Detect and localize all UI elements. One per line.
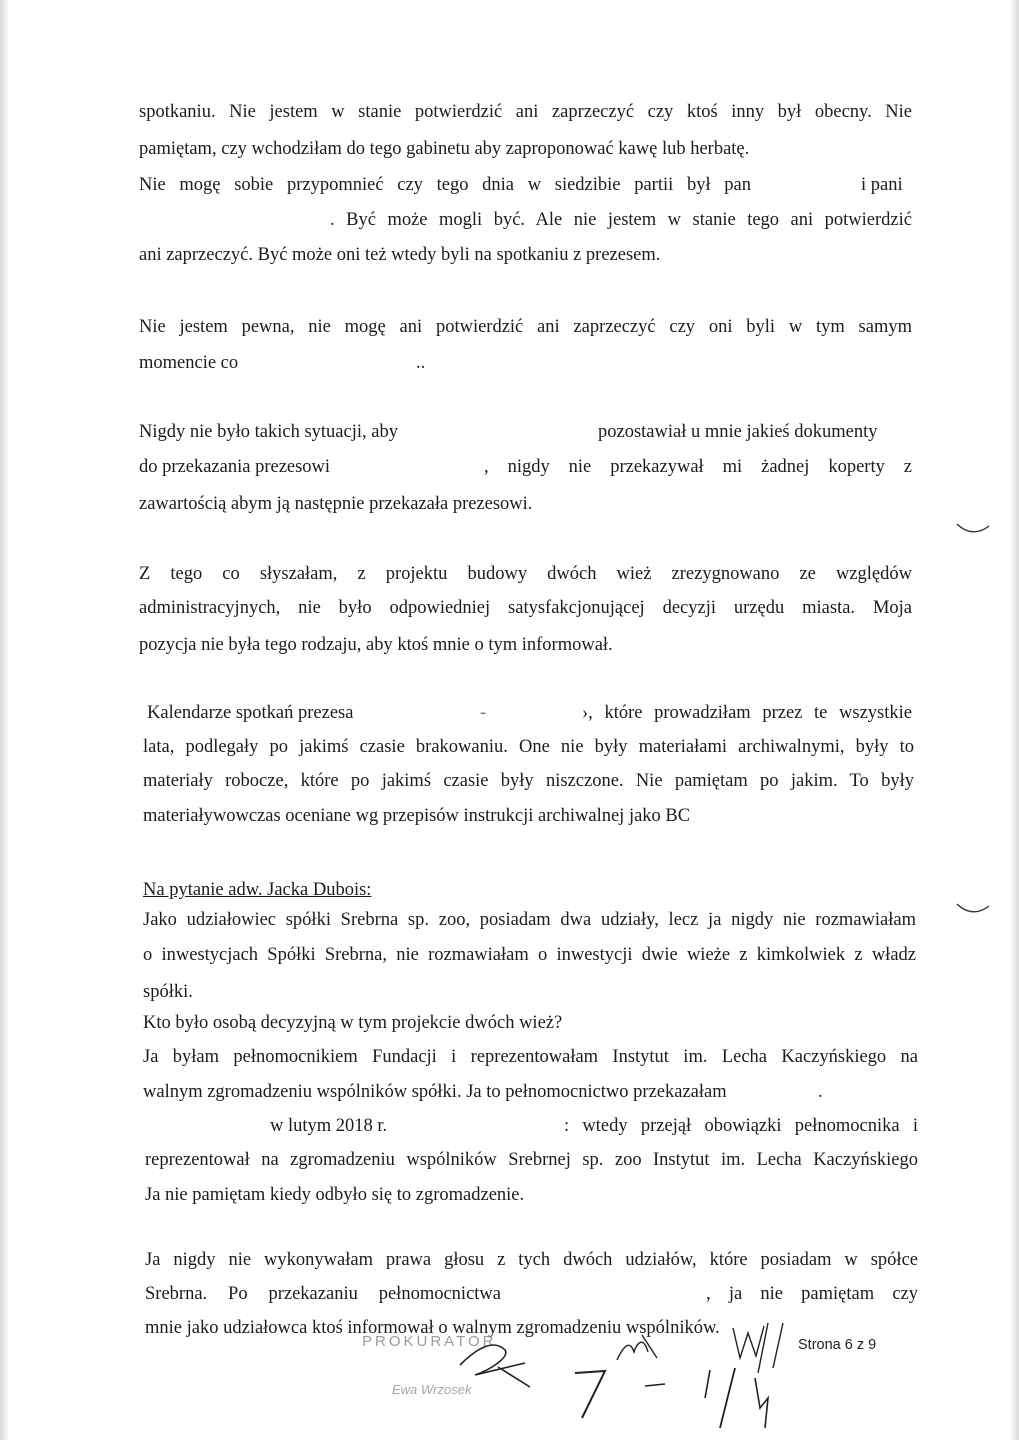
text-segment: pozycja nie była tego rodzaju, aby ktoś mnie o tym informował. (139, 635, 613, 655)
text-segment: walnym zgromadzeniu wspólników spółki. Ja to pełnomocnictwo przekazałam (143, 1082, 727, 1102)
text-segment: Nie mogę sobie przypomnieć czy tego dnia w siedzibie partii był pan (139, 175, 751, 195)
text-segment: i pani (861, 175, 903, 195)
text-segment: . (818, 1082, 823, 1102)
text-segment: - (480, 703, 487, 723)
text-segment: , ja nie pamiętam czy (706, 1284, 918, 1304)
prosecutor-stamp: PROKURATOR (362, 1333, 497, 1350)
text-segment: Jako udziałowiec spółki Srebrna sp. zoo, posiadam dwa udziały, lecz ja nigdy nie rozmawiałam (143, 910, 916, 930)
signature-1-icon (450, 1325, 540, 1395)
text-segment: do przekazania prezesowi (139, 457, 331, 477)
text-segment: . Być może mogli być. Ale nie jestem w stanie tego ani potwierdzić (330, 210, 912, 230)
text-segment: materiały robocze, które po jakimś czasie były niszczone. Nie pamiętam po jakim. To były (143, 771, 914, 791)
section-heading: Na pytanie adw. Jacka Dubois: (143, 880, 372, 900)
handwritten-date-icon (570, 1358, 790, 1438)
text-segment: w lutym 2018 r. (270, 1116, 388, 1136)
text-segment: Ja byłam pełnomocnikiem Fundacji i reprezentowałam Instytut im. Lecha Kaczyńskiego na (143, 1047, 918, 1067)
text-segment: Ja nie pamiętam kiedy odbyło się to zgromadzenie. (145, 1185, 525, 1205)
text-segment: .. (416, 353, 426, 373)
text-segment: , nigdy nie przekazywał mi żadnej koperty z (484, 457, 912, 477)
text-segment: mnie jako udziałowca ktoś informował o walnym zgromadzeniu wspólników. (145, 1318, 720, 1338)
text-segment: Ja nigdy nie wykonywałam prawa głosu z tych dwóch udziałów, które posiadam w spółce (145, 1250, 918, 1270)
margin-mark-icon (955, 520, 995, 540)
text-segment: o inwestycjach Spółki Srebrna, nie rozmawiałam o inwestycji dwie wieże z kimkolwiek z władz (143, 945, 916, 965)
margin-mark-icon (955, 900, 995, 920)
text-segment: ›, które prowadziłam przez te wszystkie (582, 703, 912, 723)
text-segment: Kalendarze spotkań prezesa (147, 703, 354, 723)
text-segment: spółki. (143, 982, 193, 1002)
scan-edge-right (1011, 0, 1019, 1440)
text-segment: lata, podlegały po jakimś czasie brakowaniu. One nie były materiałami archiwalnymi, były to (143, 737, 914, 757)
text-segment: momencie co (139, 353, 239, 373)
text-segment: ani zaprzeczyć. Być może oni też wtedy byli na spotkaniu z prezesem. (139, 245, 661, 265)
text-segment: : wtedy przejął obowiązki pełnomocnika i (564, 1116, 918, 1136)
text-segment: Nigdy nie było takich sytuacji, aby (139, 422, 398, 442)
text-segment: spotkaniu. Nie jestem w stanie potwierdzić ani zaprzeczyć czy ktoś inny był obecny. Nie (139, 102, 912, 122)
page-number: Strona 6 z 9 (798, 1337, 877, 1353)
text-segment: pozostawiał u mnie jakieś dokumenty (598, 422, 878, 442)
text-segment: Nie jestem pewna, nie mogę ani potwierdzić ani zaprzeczyć czy oni byli w tym samym (139, 317, 912, 337)
text-segment: zawartością abym ją następnie przekazała prezesowi. (139, 494, 533, 514)
text-segment: Z tego co słyszałam, z projektu budowy dwóch wież zrezygnowano ze względów (139, 564, 912, 584)
text-segment: administracyjnych, nie było odpowiedniej satysfakcjonującej decyzji urzędu miasta. Moja (139, 598, 912, 618)
text-segment: reprezentował na zgromadzeniu wspólników Srebrnej sp. zoo Instytut im. Lecha Kaczyńskiego (145, 1150, 918, 1170)
text-segment: materiaływowczas oceniane wg przepisów instrukcji archiwalnej jako BC (143, 806, 691, 826)
stamp-name: Ewa Wrzosek (392, 1382, 472, 1397)
text-segment: Kto było osobą decyzyjną w tym projekcie dwóch wież? (143, 1013, 563, 1033)
scan-edge-left (0, 0, 8, 1440)
text-segment: Srebrna. Po przekazaniu pełnomocnictwa (145, 1284, 501, 1304)
text-segment: pamiętam, czy wchodziłam do tego gabinetu aby zaproponować kawę lub herbatę. (139, 139, 750, 159)
